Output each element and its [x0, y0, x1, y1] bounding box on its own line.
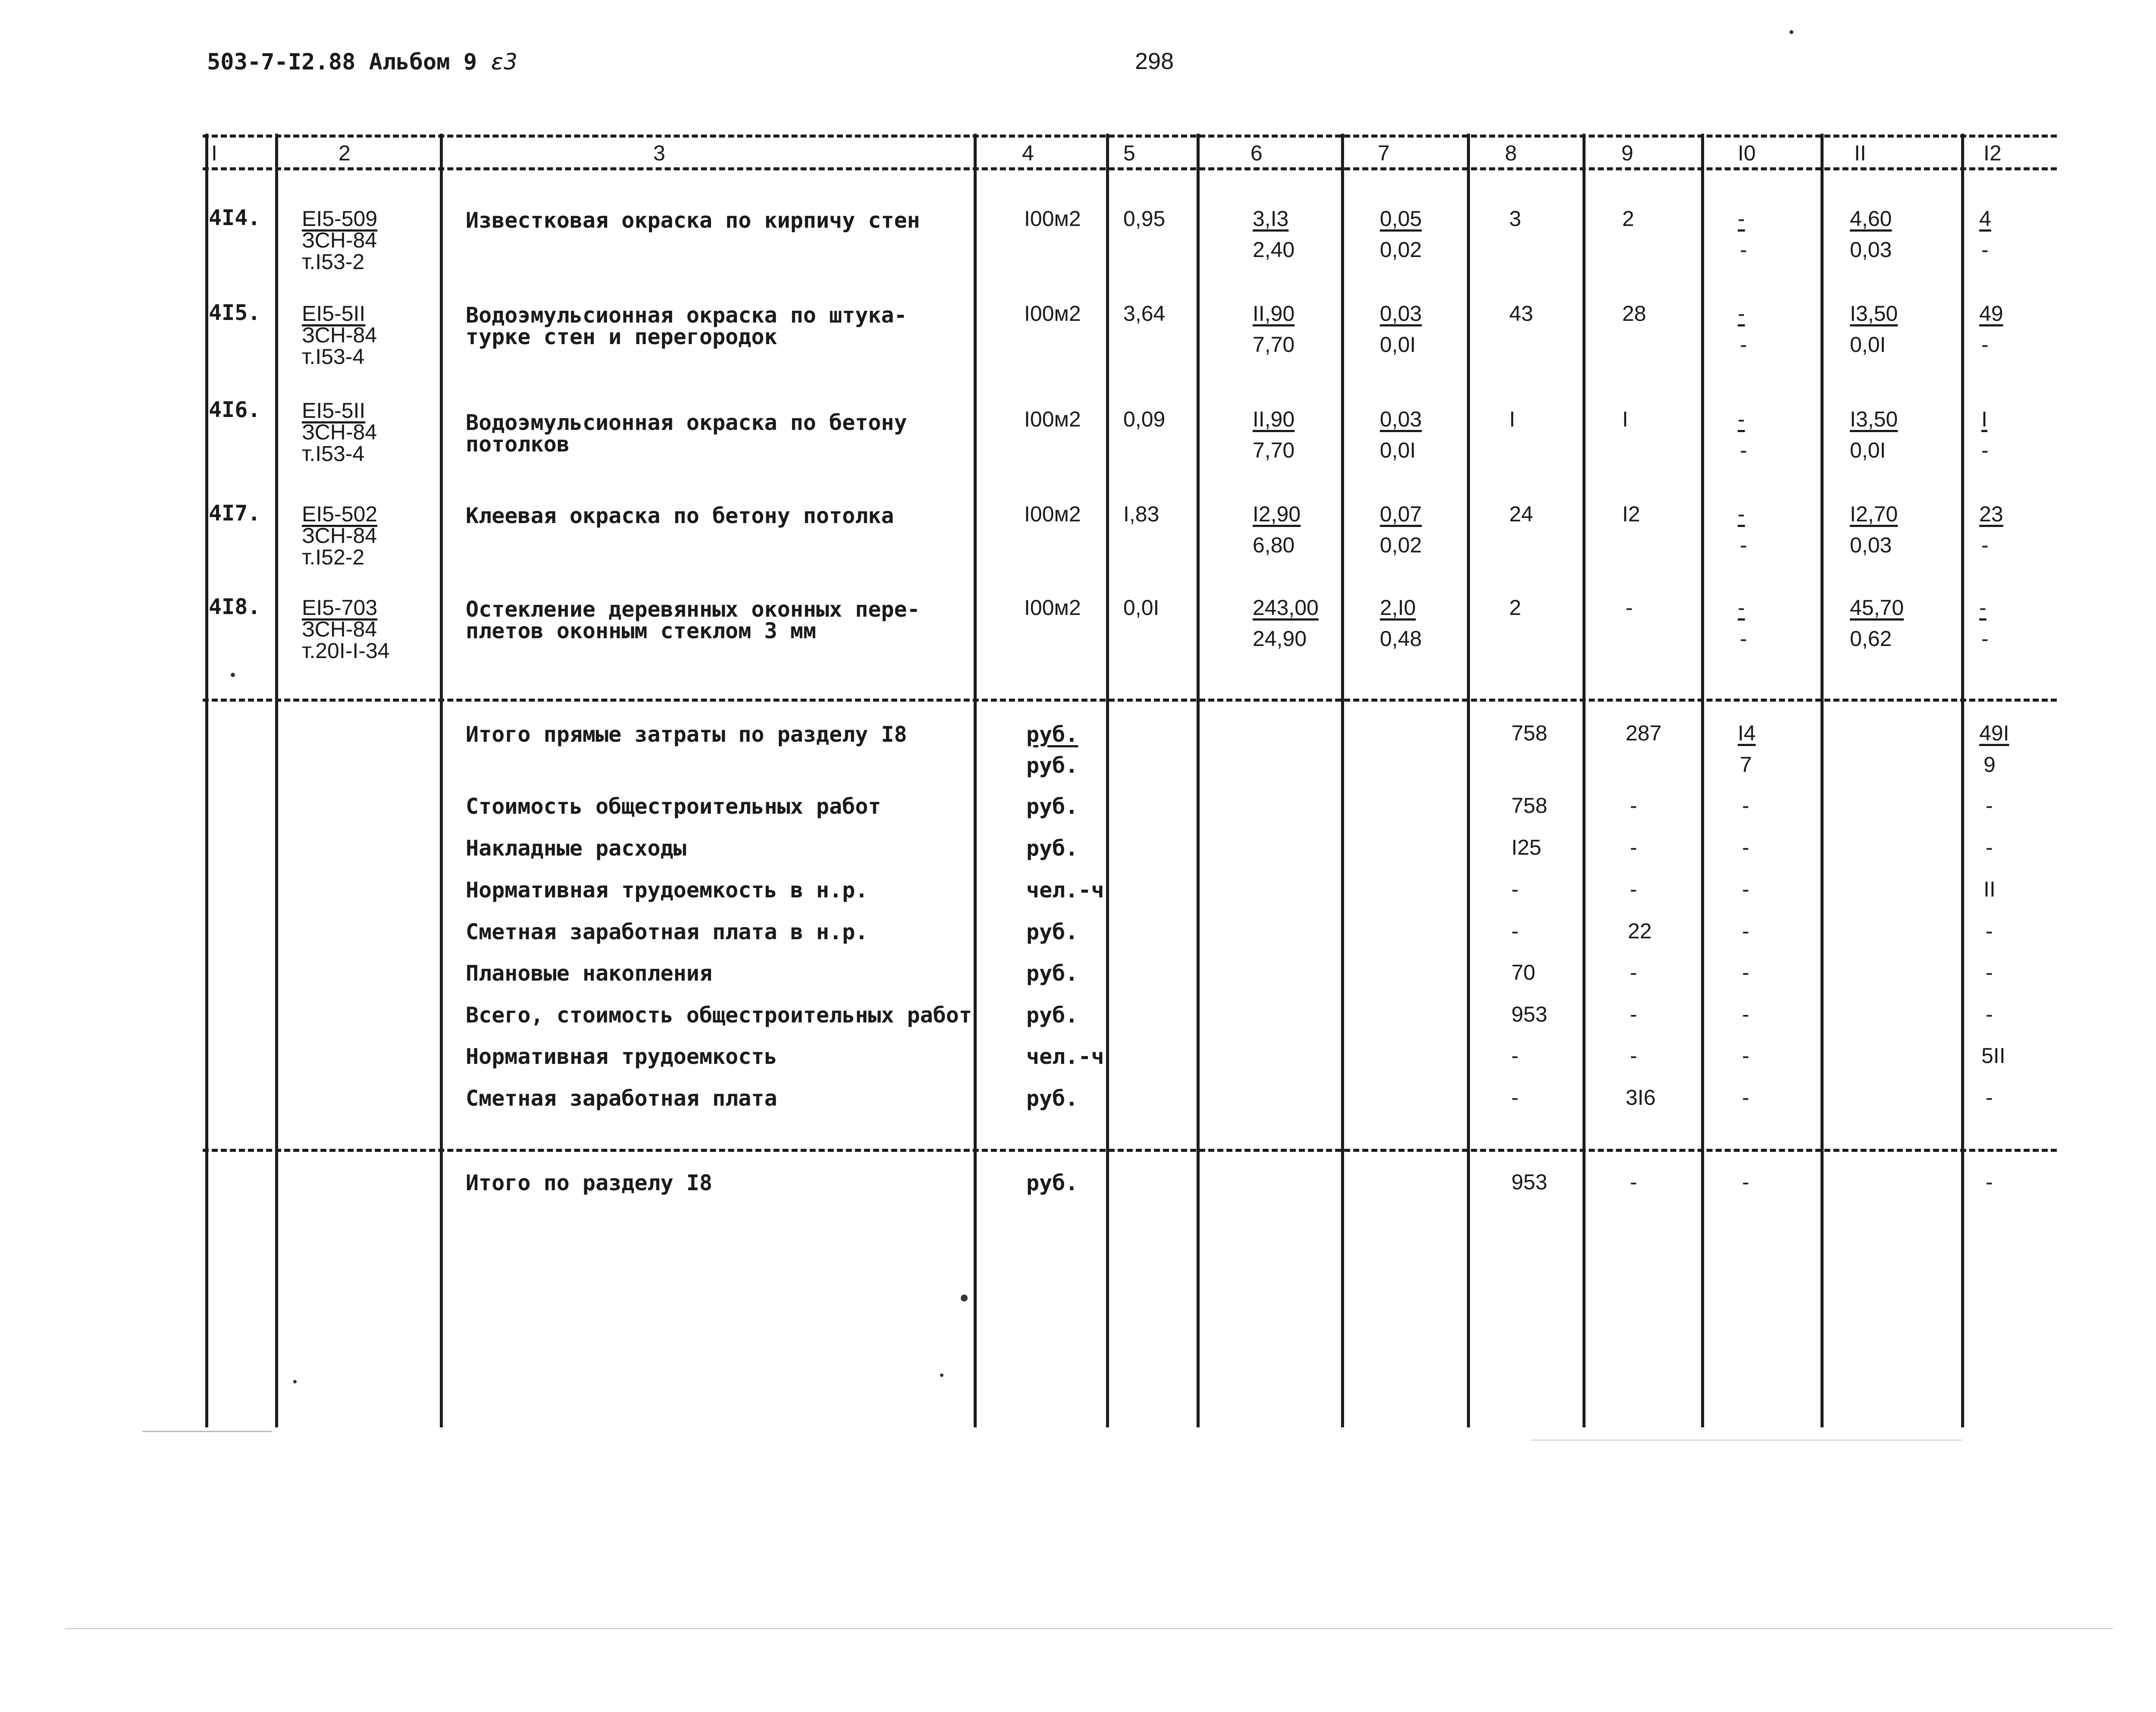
cell-c10: - — [1742, 919, 1749, 943]
summary-unit: руб. — [1026, 722, 1078, 747]
cell-c9: 3I6 — [1626, 1085, 1656, 1110]
cell-c10: I4 — [1738, 721, 1756, 745]
summary-unit: руб. — [1026, 919, 1078, 944]
summary-unit: руб. — [1026, 1086, 1078, 1111]
cell-c12: - — [1986, 960, 1993, 985]
cell-c12: - — [1981, 627, 1989, 651]
cell-c7: 0,02 — [1380, 533, 1422, 557]
unit: I00м2 — [1024, 207, 1081, 231]
column-rule — [1467, 134, 1470, 1427]
cell-c9: - — [1630, 877, 1637, 901]
scan-speck — [961, 1295, 968, 1301]
quantity: 0,09 — [1123, 407, 1166, 431]
work-description: плетов оконным стеклом 3 мм — [466, 618, 816, 643]
unit: I00м2 — [1024, 301, 1081, 326]
cell-c9: - — [1630, 960, 1637, 985]
summary-unit: руб. — [1026, 794, 1078, 819]
cell-c12: 4 — [1979, 207, 1991, 231]
cell-c8: I — [1509, 407, 1515, 431]
norm-code: т.I53-4 — [302, 442, 365, 466]
cell-c6: II,90 — [1253, 301, 1295, 326]
cell-c12: - — [1986, 835, 1993, 859]
scan-speck — [940, 1373, 943, 1377]
cell-c10: - — [1740, 332, 1747, 357]
scan-smudge — [1531, 1439, 1962, 1441]
cell-c12: - — [1981, 438, 1989, 462]
column-header: I0 — [1738, 141, 1756, 165]
cell-c8: 953 — [1511, 1170, 1548, 1194]
cell-c12: - — [1979, 596, 1987, 620]
cell-c8: 43 — [1509, 301, 1533, 326]
cell-c11: I3,50 — [1850, 301, 1898, 326]
norm-code: ЗСН-84 — [302, 420, 377, 444]
cell-c8: 24 — [1509, 502, 1533, 526]
column-header: 6 — [1250, 141, 1263, 165]
cell-c9: - — [1630, 1170, 1637, 1194]
cell-c12: 5II — [1981, 1044, 2006, 1068]
column-header: 9 — [1621, 141, 1633, 165]
cell-c11: 0,62 — [1850, 627, 1892, 651]
summary-rule — [203, 699, 2057, 702]
document-code-text: 503-7-I2.88 Альбом 9 — [207, 49, 477, 75]
column-header: 7 — [1378, 141, 1390, 165]
cell-c10: - — [1742, 1170, 1749, 1194]
work-description: турке стен и перегородок — [466, 324, 777, 349]
norm-code: ЗСН-84 — [302, 617, 377, 641]
column-rule — [205, 134, 208, 1427]
column-header: 2 — [338, 141, 351, 165]
cell-c9: 22 — [1628, 919, 1652, 943]
cell-c10: - — [1740, 438, 1747, 462]
cell-c9: 28 — [1622, 301, 1646, 326]
cell-c11: 0,0I — [1850, 332, 1886, 357]
summary-unit: чел.-ч — [1026, 878, 1104, 903]
cell-c8: - — [1511, 1085, 1519, 1110]
quantity: I,83 — [1123, 502, 1159, 526]
cell-c6: II,90 — [1253, 407, 1295, 431]
cell-c12: 49 — [1979, 301, 2003, 326]
cell-c12: - — [1986, 919, 1993, 943]
cell-c12: - — [1986, 1085, 1993, 1110]
cell-c10: - — [1742, 1085, 1749, 1110]
cell-c8: I25 — [1511, 835, 1542, 859]
row-number: 4I6. — [209, 397, 261, 422]
total-unit: руб. — [1026, 1170, 1078, 1195]
column-header: I — [211, 141, 217, 165]
cell-c9: - — [1630, 835, 1637, 859]
column-rule — [1701, 134, 1704, 1427]
column-header: 8 — [1505, 141, 1517, 165]
work-description: потолков — [466, 432, 570, 457]
column-header: II — [1854, 141, 1866, 165]
cell-c6: 243,00 — [1253, 596, 1319, 620]
scan-speck — [231, 673, 235, 677]
cell-c9: 2 — [1622, 207, 1634, 231]
cell-c10: - — [1742, 877, 1749, 901]
norm-code: ЕI5-502 — [302, 502, 378, 526]
cell-c10: - — [1742, 960, 1749, 985]
cell-c7: 0,0I — [1380, 438, 1416, 462]
norm-code: ЕI5-703 — [302, 596, 378, 620]
cell-c12: - — [1986, 1002, 1993, 1026]
summary-unit: руб. — [1026, 836, 1078, 861]
document-code-mark: ε3 — [490, 49, 518, 75]
cell-c12: - — [1986, 793, 1993, 818]
norm-code: ЕI5-5II — [302, 398, 366, 423]
cell-c6: 24,90 — [1253, 627, 1307, 651]
cell-c12: II — [1984, 877, 1996, 901]
cell-c11: 0,0I — [1850, 438, 1886, 462]
column-rule — [1106, 134, 1109, 1427]
cell-c8: - — [1511, 919, 1519, 943]
summary-unit: руб. — [1026, 961, 1078, 986]
cell-c7: 0,03 — [1380, 301, 1422, 326]
cell-c9: I — [1622, 407, 1628, 431]
summary-label: Итого прямые затраты по разделу I8 — [466, 722, 907, 747]
unit: I00м2 — [1024, 596, 1081, 620]
cell-c8: - — [1511, 1044, 1519, 1068]
column-header: 5 — [1123, 141, 1135, 165]
cell-c7: 0,07 — [1380, 502, 1422, 526]
norm-code: т.20I-I-34 — [302, 639, 390, 663]
cell-c9: 287 — [1626, 721, 1662, 745]
norm-code: т.I52-2 — [302, 545, 365, 569]
cell-c12: 9 — [1984, 753, 1996, 777]
cell-c12: - — [1981, 533, 1989, 557]
cell-c12: 23 — [1979, 502, 2003, 526]
cell-c9: - — [1630, 793, 1637, 818]
summary-unit: руб. — [1026, 1003, 1078, 1028]
summary-label: Всего, стоимость общестроительных работ — [466, 1003, 972, 1028]
column-rule — [1197, 134, 1200, 1427]
norm-code: ЗСН-84 — [302, 524, 377, 548]
cell-c7: 0,05 — [1380, 207, 1422, 231]
cell-c7: 0,02 — [1380, 238, 1422, 262]
cell-c10: - — [1742, 793, 1749, 818]
column-rule — [1341, 134, 1344, 1427]
cell-c6: 7,70 — [1253, 332, 1295, 357]
summary-unit: руб. — [1026, 753, 1078, 778]
work-description: Клеевая окраска по бетону потолка — [466, 503, 894, 528]
cell-c10: 7 — [1740, 753, 1752, 777]
cell-c8: 2 — [1509, 596, 1521, 620]
cell-c7: 0,0I — [1380, 332, 1416, 357]
work-description: Водоэмульсионная окраска по бетону — [466, 410, 907, 435]
column-rule — [1821, 134, 1824, 1427]
cell-c6: 3,I3 — [1253, 207, 1289, 231]
cell-c9: I2 — [1622, 502, 1640, 526]
unit: I00м2 — [1024, 502, 1081, 526]
row-number: 4I8. — [209, 594, 261, 619]
norm-code: т.I53-2 — [302, 250, 365, 274]
norm-code: ЕI5-509 — [302, 207, 378, 231]
cell-c10: - — [1740, 627, 1747, 651]
cell-c7: 0,48 — [1380, 627, 1422, 651]
cell-c11: 0,03 — [1850, 533, 1892, 557]
summary-label: Сметная заработная плата в н.р. — [466, 919, 868, 944]
cell-c10: - — [1740, 238, 1747, 262]
cell-c6: 6,80 — [1253, 533, 1295, 557]
norm-code: ЕI5-5II — [302, 301, 366, 326]
row-number: 4I4. — [209, 205, 261, 230]
cell-c12: I — [1981, 407, 1987, 431]
cell-c6: 2,40 — [1253, 238, 1295, 262]
cell-c11: I2,70 — [1850, 502, 1898, 526]
column-rule — [1583, 134, 1586, 1427]
cell-c8: 758 — [1511, 721, 1548, 745]
column-header: 3 — [653, 141, 665, 165]
summary-label: Плановые накопления — [466, 961, 712, 986]
cell-c7: 0,03 — [1380, 407, 1422, 431]
summary-label: Нормативная трудоемкость — [466, 1044, 777, 1069]
summary-label: Сметная заработная плата — [466, 1086, 777, 1111]
cell-c10: - — [1742, 1002, 1749, 1026]
norm-code: ЗСН-84 — [302, 323, 377, 347]
cell-c10: - — [1738, 407, 1745, 431]
column-header: 4 — [1022, 141, 1034, 165]
cell-c10: - — [1740, 533, 1747, 557]
work-description: Водоэмульсионная окраска по штука- — [466, 303, 907, 328]
summary-label: Накладные расходы — [466, 836, 686, 861]
row-number: 4I7. — [209, 501, 261, 526]
scan-smudge — [65, 1628, 2113, 1629]
scan-smudge — [142, 1431, 272, 1432]
cell-c12: 49I — [1979, 721, 2009, 745]
cell-c12: - — [1986, 1170, 1993, 1194]
header-rule-top — [203, 135, 2057, 138]
cell-c10: - — [1742, 835, 1749, 859]
total-rule — [203, 1149, 2057, 1152]
cell-c10: - — [1742, 1044, 1749, 1068]
cell-c7: 2,I0 — [1380, 596, 1416, 620]
column-rule — [440, 134, 443, 1427]
cell-c11: 4,60 — [1850, 207, 1892, 231]
summary-unit: чел.-ч — [1026, 1044, 1104, 1069]
header-rule-bottom — [203, 167, 2057, 170]
cell-c9: - — [1626, 596, 1633, 620]
cell-c11: 45,70 — [1850, 596, 1904, 620]
scan-speck — [293, 1380, 297, 1383]
row-number: 4I5. — [209, 300, 261, 325]
total-label: Итого по разделу I8 — [466, 1170, 712, 1195]
summary-label: Стоимость общестроительных работ — [466, 794, 881, 819]
quantity: 3,64 — [1123, 301, 1166, 326]
cell-c12: - — [1981, 332, 1989, 357]
cell-c8: - — [1511, 877, 1519, 901]
cell-c10: - — [1738, 301, 1745, 326]
cell-c10: - — [1738, 596, 1745, 620]
quantity: 0,0I — [1123, 596, 1159, 620]
cell-c6: 7,70 — [1253, 438, 1295, 462]
summary-label: Нормативная трудоемкость в н.р. — [466, 878, 868, 903]
norm-code: т.I53-4 — [302, 345, 365, 369]
cell-c12: - — [1981, 238, 1989, 262]
work-description: Остекление деревянных оконных пере- — [466, 597, 920, 622]
scan-speck — [1789, 30, 1793, 34]
page-number: 298 — [1135, 48, 1174, 74]
column-rule — [275, 134, 278, 1427]
cell-c8: 758 — [1511, 793, 1548, 818]
column-header: I2 — [1984, 141, 2002, 165]
cell-c9: - — [1630, 1002, 1637, 1026]
cell-c8: 3 — [1509, 207, 1521, 231]
cell-c11: I3,50 — [1850, 407, 1898, 431]
cell-c9: - — [1630, 1044, 1637, 1068]
column-rule — [1961, 134, 1964, 1427]
cell-c8: 70 — [1511, 960, 1536, 985]
document-code — [207, 51, 517, 73]
cell-c10: - — [1738, 502, 1745, 526]
quantity: 0,95 — [1123, 207, 1166, 231]
unit: I00м2 — [1024, 407, 1081, 431]
cell-c6: I2,90 — [1253, 502, 1301, 526]
cell-c11: 0,03 — [1850, 238, 1892, 262]
column-rule — [974, 134, 977, 1427]
cell-c10: - — [1738, 207, 1745, 231]
work-description: Известковая окраска по кирпичу стен — [466, 208, 920, 233]
norm-code: ЗСН-84 — [302, 228, 377, 252]
cell-c8: 953 — [1511, 1002, 1548, 1026]
